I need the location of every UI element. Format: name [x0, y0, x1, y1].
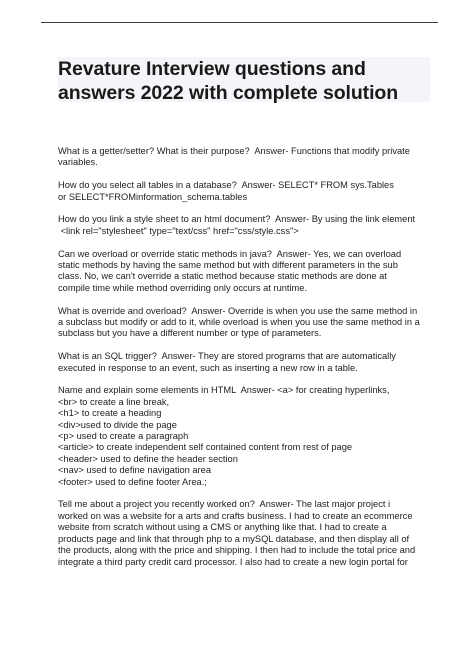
qa-line: <link rel="stylesheet" type="text/css" href="css/style.css">: [58, 225, 299, 236]
qa-block: [58, 351, 434, 374]
top-divider: [41, 22, 438, 23]
qa-line: <br> to create a line break,: [58, 396, 170, 407]
qa-line: How do you select all tables in a database? Answer- SELECT* FROM sys.Tables: [58, 180, 394, 191]
title-line-2: answers 2022 with complete solution: [58, 82, 399, 104]
qa-block: [58, 385, 434, 488]
qa-line: subclass but you have a different number or type of parameters.: [58, 328, 322, 339]
qa-line: <article> to create independent self contained content from rest of page: [58, 442, 353, 453]
qa-line: products page and link that through php to a mySQL database, and then display all of: [58, 533, 410, 544]
qa-line: <h1> to create a heading: [58, 408, 162, 419]
qa-line: or SELECT*FROMinformation_schema.tables: [58, 191, 248, 202]
qa-line: static methods by having the same method but with different parameters in the sub: [58, 260, 398, 271]
qa-line: <nav> used to define navigation area: [58, 465, 211, 476]
qa-line: compile time while method overriding only occurs at runtime.: [58, 282, 308, 293]
document-title: [58, 57, 434, 105]
title-line-1: Revature Interview questions and: [58, 58, 366, 80]
qa-block: [58, 499, 434, 567]
qa-block: [58, 249, 434, 295]
qa-line: Tell me about a project you recently worked on? Answer- The last major project i: [58, 499, 391, 510]
qa-block: [58, 214, 434, 237]
qa-block: [58, 306, 434, 340]
qa-line: class. No, we can't override a static method because static methods are done at: [58, 271, 387, 282]
qa-line: integrate a third party credit card processor. I also had to create a new login portal for: [58, 556, 408, 567]
qa-block: [58, 180, 434, 203]
qa-line: <div>used to divide the page: [58, 419, 177, 430]
qa-content: [58, 146, 434, 579]
qa-line: the products, along with the price and shipping. I then had to include the total price and: [58, 545, 416, 556]
qa-line: website from scratch without using a CMS or anything like that. I had to create a: [58, 522, 387, 533]
qa-line: worked on was a website for a arts and crafts business. I had to create an ecommerce: [58, 510, 413, 521]
qa-line: variables.: [58, 157, 98, 168]
qa-line: executed in response to an event, such as inserting a new row in a table.: [58, 362, 358, 373]
qa-line: <footer> used to define footer Area.;: [58, 476, 207, 487]
qa-line: What is override and overload? Answer- Override is when you use the same method in: [58, 305, 418, 316]
qa-line: What is an SQL trigger? Answer- They are stored programs that are automatically: [58, 351, 396, 362]
qa-line: What is a getter/setter? What is their purpose? Answer- Functions that modify private: [58, 146, 410, 156]
qa-block: [58, 146, 434, 169]
qa-line: Name and explain some elements in HTML Answer- <a> for creating hyperlinks,: [58, 385, 390, 396]
qa-line: <p> used to create a paragraph: [58, 431, 189, 442]
qa-line: How do you link a style sheet to an html document? Answer- By using the link element: [58, 214, 416, 225]
qa-line: Can we overload or override static methods in java? Answer- Yes, we can overload: [58, 248, 402, 259]
qa-line: <header> used to define the header section: [58, 453, 238, 464]
qa-line: a subclass but modify or add to it, while overload is when you use the same method in a: [58, 317, 420, 328]
